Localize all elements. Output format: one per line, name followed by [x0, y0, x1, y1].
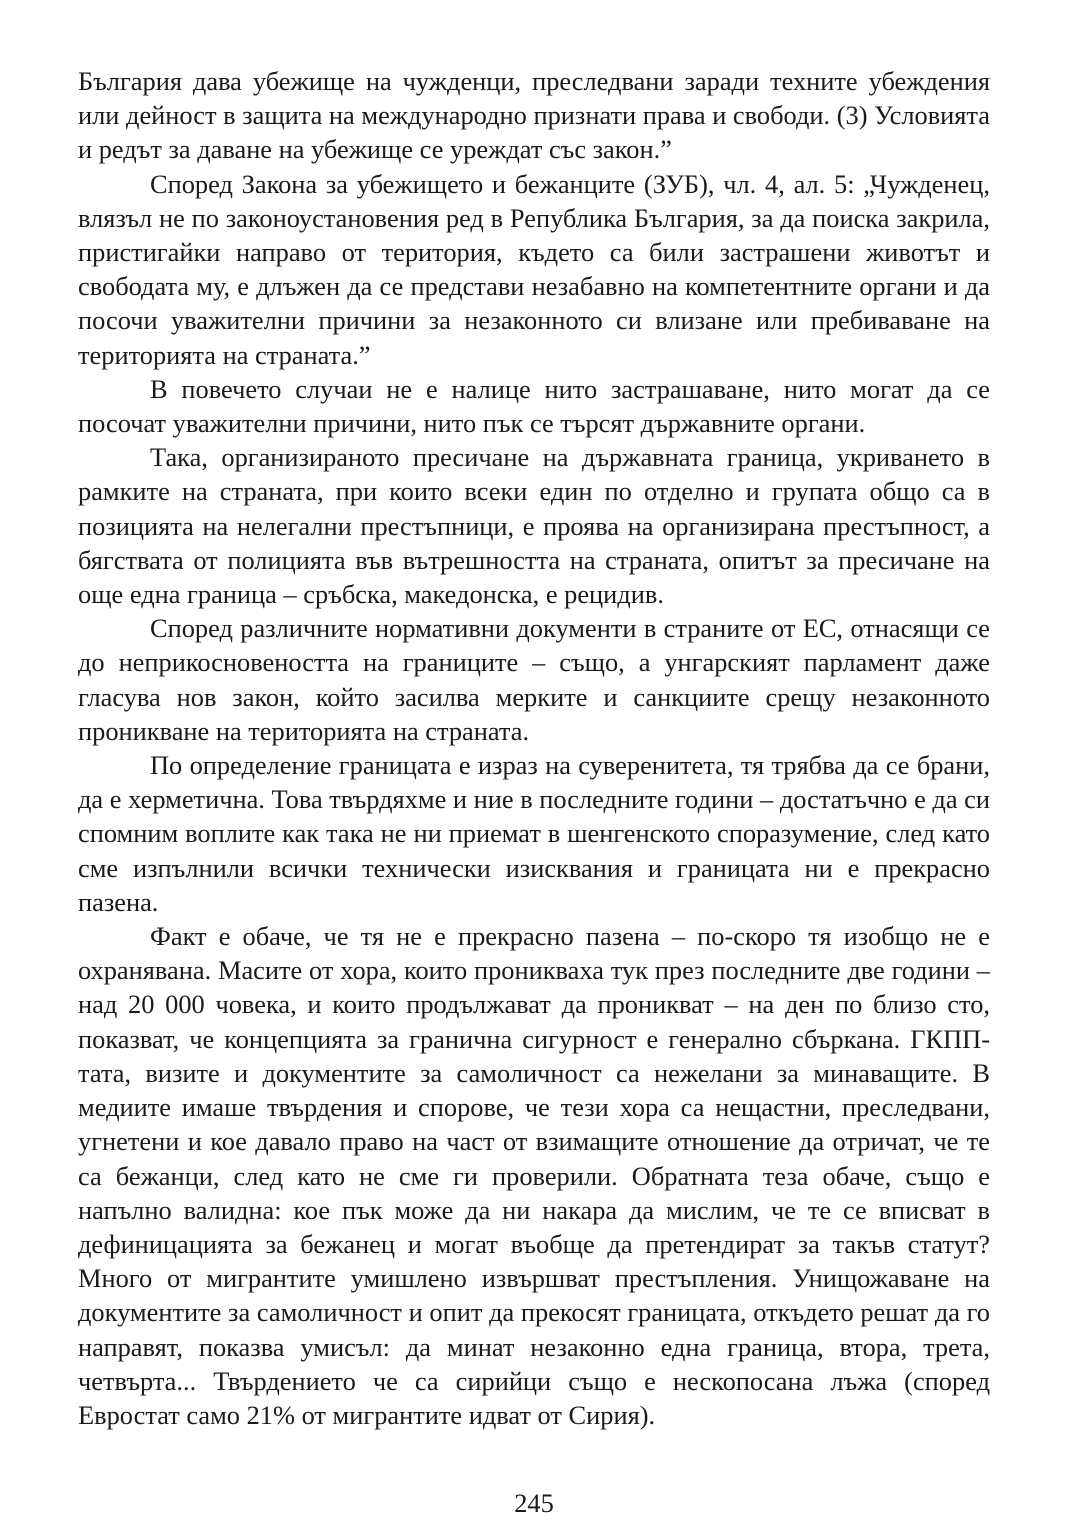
paragraph-1: България дава убежище на чужденци, преследвани заради техните убеждения или дейност в защита на международно признати права и свободи. (3) Условията и редът за даване на убежище се уреждат със закон.”: [78, 66, 990, 165]
body-text: [78, 64, 990, 1432]
document-page: [78, 64, 990, 1524]
paragraph-2: Според Закона за убежището и бежанците (ЗУБ), чл. 4, ал. 5: „Чужденец, влязъл не по законоустановения ред в Република България, за да поиска закрила, пристигайки направо от територия, където са били застрашени животът и свободата му, е длъжен да се представи незабавно на компетентните органи и да посочи уважителни причини за незаконното си влизане или пребиваване на територията на страната.”: [78, 168, 990, 370]
paragraph-5: Според различните нормативни документи в страните от ЕС, отнасящи се до неприкосновеността на границите – също, а унгарският парламент даже гласува нов закон, който засилва мерките и санкциите срещу незаконното проникване на територията на страната.: [78, 613, 990, 746]
paragraph-3: В повечето случаи не е налице нито застрашаване, нито могат да се посочат уважителни причини, нито пък се търсят държавните органи.: [78, 373, 990, 439]
paragraph-4: Така, организираното пресичане на държавната граница, укриването в рамките на страната, при които всеки един по отделно и групата общо са в позицията на нелегални престъпници, е проява на организирана престъпност, а бягствата от полицията във вътрешността на страната, опитът за пресичане на още една граница – сръбска, македонска, е рецидив.: [78, 442, 990, 610]
page-number: 245: [514, 1488, 554, 1518]
paragraph-6: По определение границата е израз на суверенитета, тя трябва да се брани, да е херметична. Това твърдяхме и ние в последните години – достатъчно е да си спомним воплите как така не ни приемат в шенгенското споразумение, след като сме изпълнили всички технически изисквания и границата ни е прекрасно пазена.: [78, 750, 990, 917]
paragraph-7: Факт е обаче, че тя не е прекрасно пазена – по-скоро тя изобщо не е охранявана. Масите от хора, които проникваха тук през последните две години – над 20 000 човека, и които продължават да проникват – на ден по близо сто, показват, че концепцията за гранична сигурност е генерално сбъркана. ГКПП-тата, визите и документите за самоличност са нежелани за минаващите. В медиите имаше твърдения и спорове, че тези хора са нещастни, преследвани, угнетени и кое давало право на част от взимащите отношение да отричат, че те са бежанци, след като не сме ги проверили. Обратната теза обаче, също е напълно валидна: кое пък може да ни накара да мислим, че те се вписват в дефиницацията за бежанец и могат въобще да претендират за такъв статут? Много от мигрантите умишлено извършват престъпления. Унищожаване на документите за самоличност и опит да прекосят границата, откъдето решат да го направят, показва умисъл: да минат незаконно една граница, втора, трета, четвърта... Твърдението че са сирийци също е нескопосана лъжа (според Евростат само 21% от мигрантите идват от Сирия).: [78, 921, 990, 1430]
